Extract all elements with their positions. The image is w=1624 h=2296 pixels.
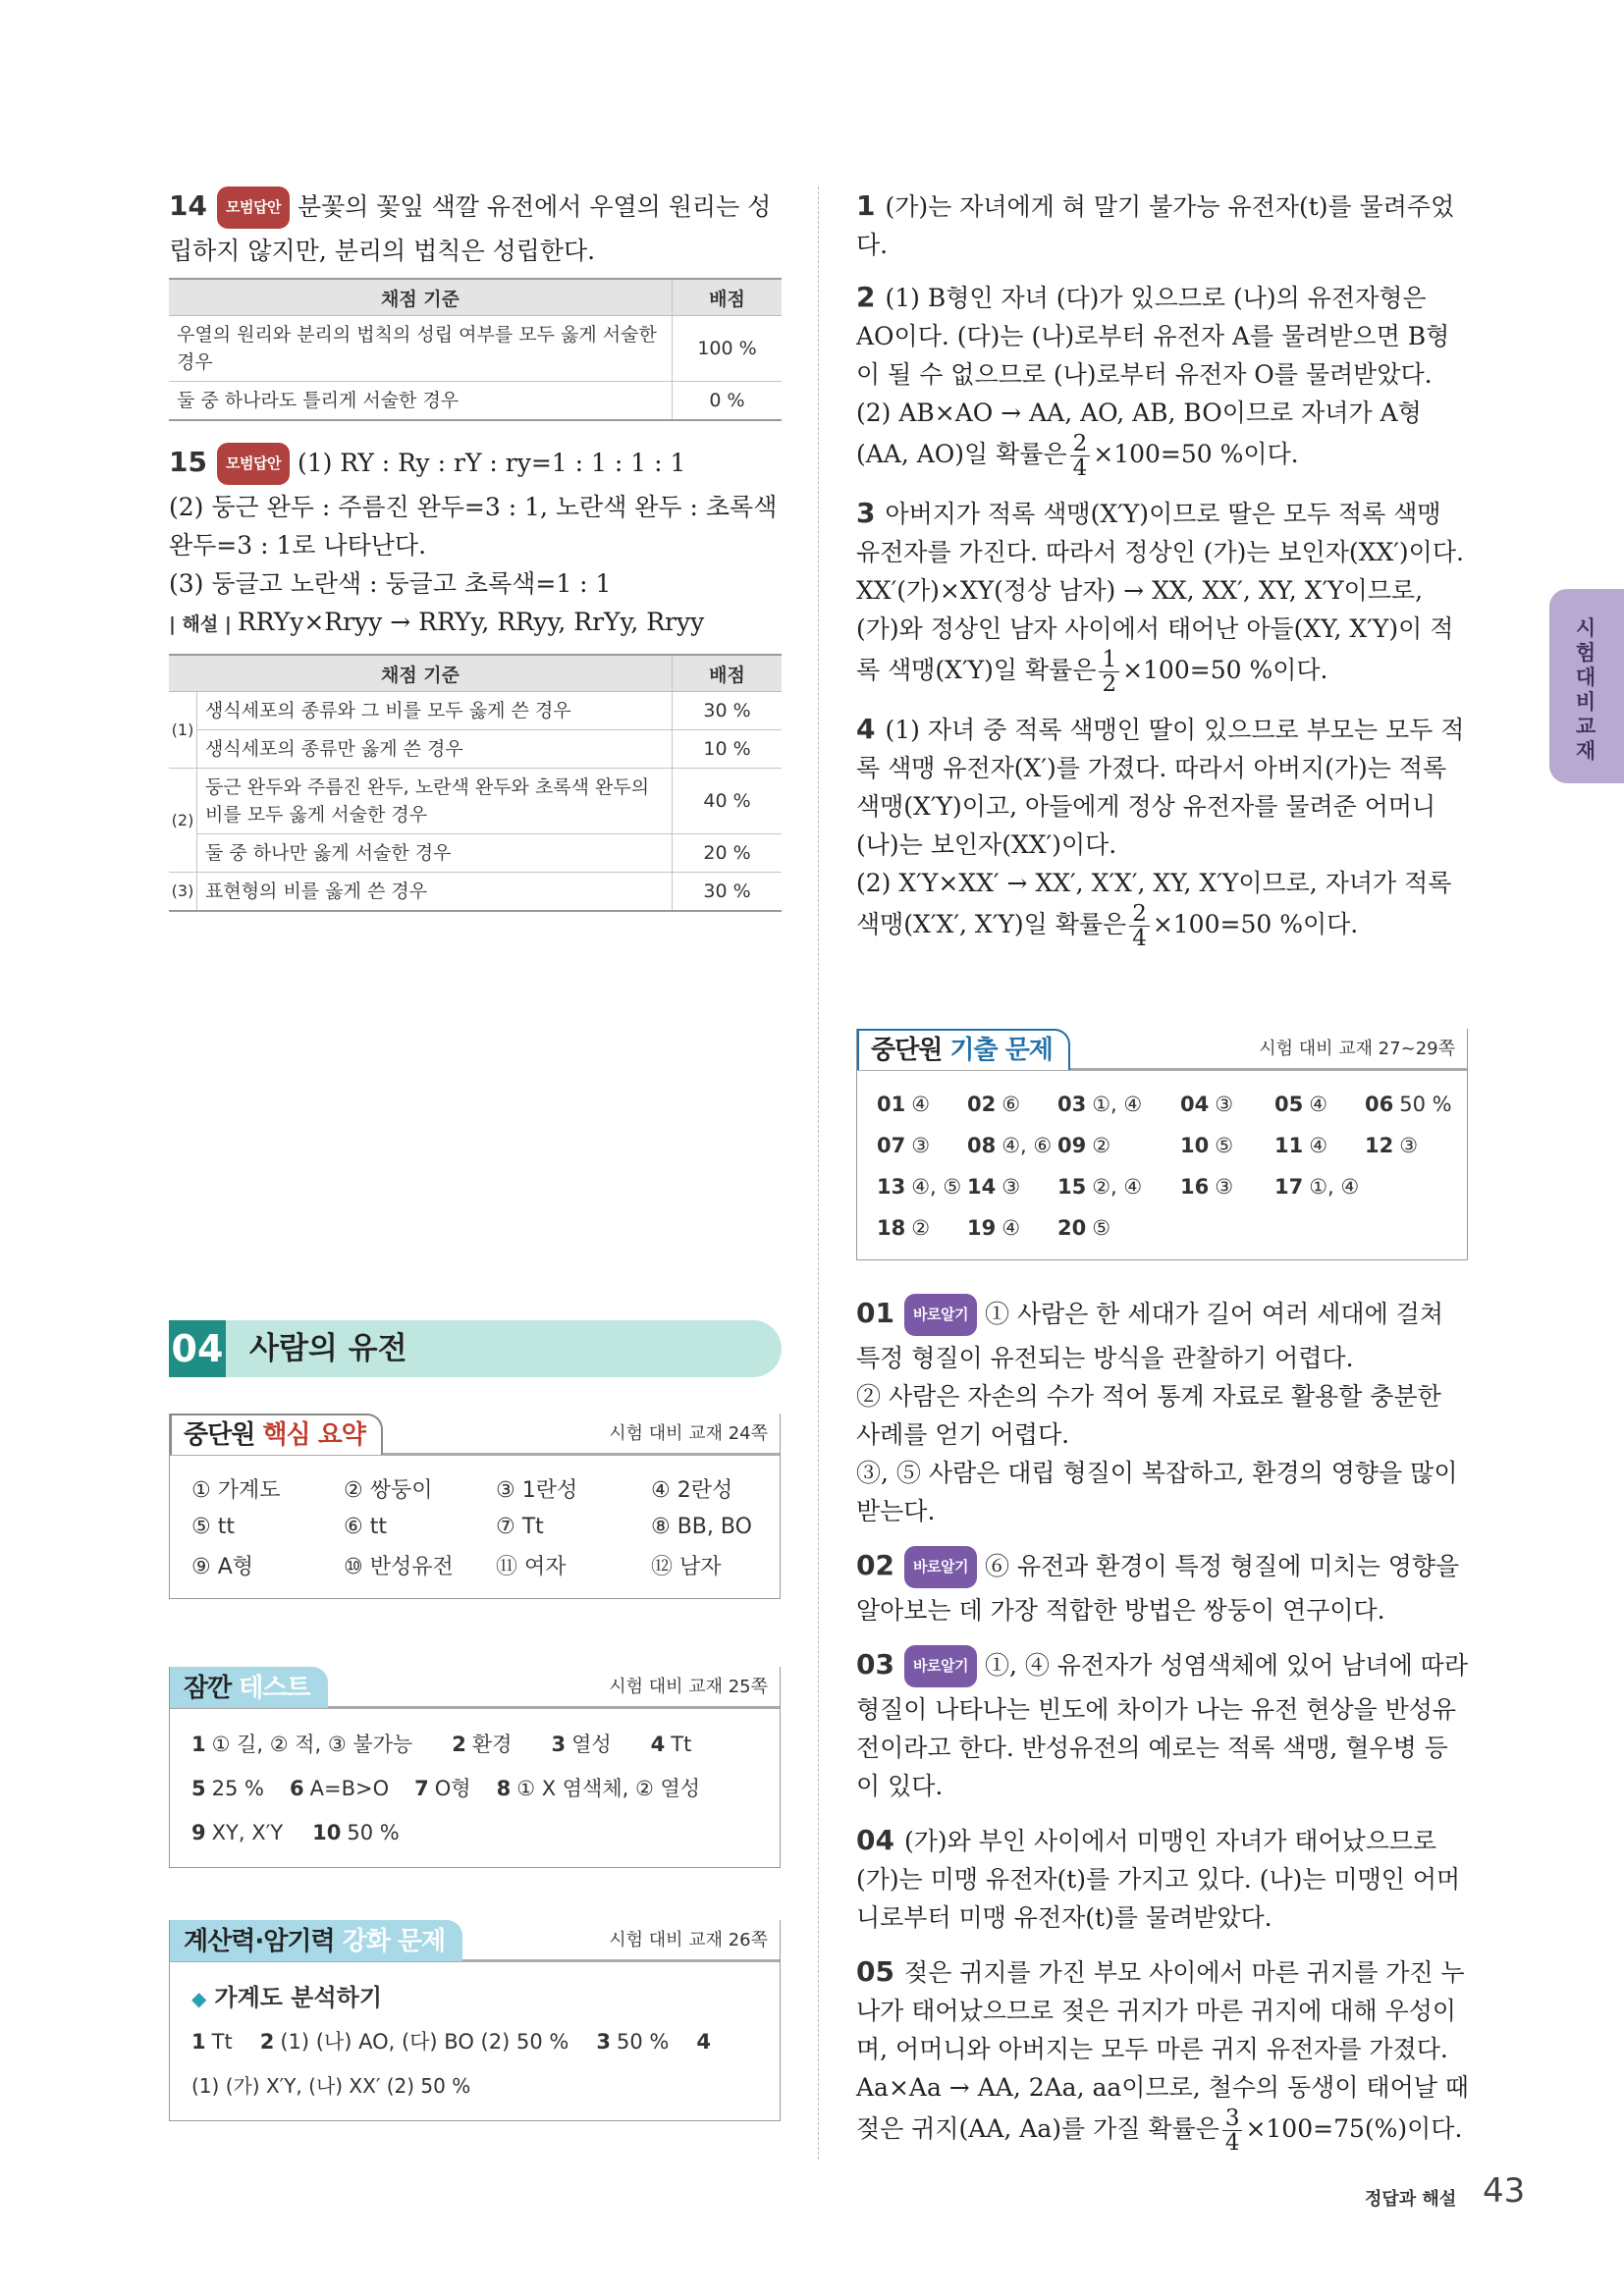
tab-highlight: 테스트 [239,1674,310,1703]
group-cell: (3) [169,873,197,912]
list-item: ⑥ tt [344,1515,387,1539]
explanation-text: RRYy×Rryy → RRYy, RRyy, RrYy, Rryy [237,608,705,636]
item-number: 7 [414,1777,429,1800]
item-answer: ② [911,1216,931,1240]
answer-text: (가)는 자녀에게 혀 말기 불가능 유전자(t)를 물려주었다. [856,192,1455,259]
side-tab[interactable] [1549,589,1624,783]
list-item [877,1093,967,1116]
table-row [169,873,782,912]
score-cell: 20 % [673,834,783,873]
list-item [1365,1093,1463,1116]
explanations [856,1294,1469,2155]
criteria-cell: 둥근 완두와 주름진 완두, 노란색 완두와 초록색 완두의 비를 모두 옳게 서술한 경우 [197,769,673,834]
item-answer: 50 % [347,1821,400,1844]
criteria-cell: 우열의 원리와 분리의 법칙의 성립 여부를 모두 옳게 서술한 경우 [169,316,673,382]
reference-text: 시험 대비 교재 24쪽 [609,1423,768,1444]
fraction-denominator: 4 [1224,2130,1240,2156]
score-cell: 30 % [673,692,783,730]
answer-15 [169,443,782,644]
item-number: 03 [1057,1093,1087,1116]
model-answer-badge: 모범답안 [217,443,290,485]
list-item [1365,1175,1463,1199]
explanation-text: ② 사람은 자손의 수가 적어 통계 자료로 활용할 충분한 사례를 얻기 어렵다. [856,1382,1441,1449]
table-row [169,769,782,834]
item-answer: ① X 염색체, ② 열성 [516,1777,701,1800]
item-number: 12 [1365,1134,1394,1157]
explanation-05 [856,1952,1469,2155]
item-number: 17 [1274,1175,1304,1199]
group-cell: (1) [169,692,197,769]
list-item: ⑫ 남자 [651,1555,722,1579]
tab-highlight: 강화 문제 [342,1927,446,1956]
fraction-denominator: 2 [1102,671,1117,697]
answer-text: (2) AB×AO → AA, AO, AB, BO이므로 자녀가 A형(AA, AO)일 확률은 [856,399,1422,468]
grading-table-14 [169,278,782,421]
list-item [1274,1093,1365,1116]
answer-14 [169,187,782,270]
list-item [1057,1175,1180,1199]
item-answer: 25 % [211,1777,264,1800]
side-tab-label: 시험대비교재 [1575,616,1597,763]
reference-text: 시험 대비 교재 27~29쪽 [1259,1039,1455,1059]
quick-test-box [169,1667,781,1868]
group-cell: (2) [169,769,197,873]
item-number: 05 [1274,1093,1304,1116]
item-answer: ④, ⑤ [911,1175,962,1199]
test-row [170,1767,780,1811]
question-number: 03 [856,1648,894,1681]
answer-text: ×100=50 %이다. [1122,656,1328,684]
footer-label: 정답과 해설 [1365,2189,1457,2210]
item-answer: 환경 [471,1733,513,1756]
item-number: 14 [967,1175,997,1199]
list-item [1180,1134,1274,1157]
answer-line: (3) 둥글고 노란색 : 둥글고 초록색=1 : 1 [169,569,612,598]
item-answer: ③ [1399,1134,1419,1157]
calc-row: (1) (가) X′Y, (나) XX′ (2) 50 % [191,2074,471,2098]
item-number: 6 [289,1777,304,1800]
list-item: ② 쌍둥이 [344,1478,433,1503]
question-number: 15 [169,446,207,478]
test-row [170,1723,780,1767]
item-answer: ③ [1001,1175,1021,1199]
subsection-title: ◆ 가계도 분석하기 [170,1978,780,2012]
explanation-02 [856,1546,1469,1629]
answer-line: (2) 둥근 완두 : 주름진 완두=3 : 1, 노란색 완두 : 초록색 완두=3 : 1로 나타난다. [169,493,778,560]
column-divider [818,187,819,2160]
item-number: 11 [1274,1134,1304,1157]
list-item [967,1175,1057,1199]
item-answer: ③ [1215,1093,1234,1116]
section-banner [169,1320,782,1377]
fraction [1070,432,1091,480]
item-number: 18 [877,1216,906,1240]
list-item [877,1216,967,1240]
score-cell: 0 % [673,382,783,421]
list-item: ③ 1란성 [496,1478,578,1503]
item-answer: (1) (나) AO, (다) BO (2) 50 % [280,2030,569,2054]
explanation-text: ③, ⑤ 사람은 대립 형질이 복잡하고, 환경의 영향을 많이 받는다. [856,1459,1458,1525]
criteria-cell: 생식세포의 종류와 그 비를 모두 옳게 쓴 경우 [197,692,673,730]
list-item [1057,1093,1180,1116]
fraction-denominator: 4 [1132,926,1147,951]
calc-box [169,1920,781,2121]
question-number: 05 [856,1955,894,1988]
item-number: 02 [967,1093,997,1116]
item-number: 09 [1057,1134,1087,1157]
score-cell: 10 % [673,730,783,769]
answer-4 [856,710,1469,950]
reference-text: 시험 대비 교재 25쪽 [609,1677,768,1697]
criteria-cell: 둘 중 하나라도 틀리게 서술한 경우 [169,382,673,421]
item-answer: ② [1092,1134,1111,1157]
section-title: 사람의 유전 [249,1331,407,1366]
table-row [169,834,782,873]
item-answer: ⑥ [1001,1093,1021,1116]
item-answer: ④ [911,1093,931,1116]
answer-2 [856,278,1469,480]
list-item: ⑨ A형 [191,1555,254,1579]
table-header-score: 배점 [673,655,783,692]
list-item: ① 가계도 [191,1478,281,1503]
item-number: 07 [877,1134,906,1157]
fraction [1222,2107,1243,2155]
item-answer: ⑤ [1092,1216,1111,1240]
item-number: 3 [596,2030,611,2054]
correction-badge: 바로알기 [904,1645,977,1687]
list-item: ⑩ 반성유전 [344,1555,454,1579]
table-header-criteria: 채점 기준 [169,655,673,692]
item-number: 19 [967,1216,997,1240]
item-answer: O형 [434,1777,471,1800]
explanation-text: ① 사람은 한 세대가 길어 여러 세대에 걸쳐 특정 형질이 유전되는 방식을 관찰하기 어렵다. [856,1300,1443,1372]
item-number: 10 [1180,1134,1210,1157]
grading-table-15 [169,654,782,912]
question-number: 02 [856,1549,894,1581]
score-cell: 30 % [673,873,783,912]
tab-text: 중단원 [184,1420,263,1450]
item-answer: 50 % [1399,1093,1452,1116]
explanation-04 [856,1821,1469,1937]
table-header-criteria: 채점 기준 [169,279,673,316]
question-number: 14 [169,189,207,222]
exam-answers-box [856,1029,1468,1260]
item-answer: A=B>O [309,1777,390,1800]
item-answer: ④ [1001,1216,1021,1240]
explanation-01 [856,1294,1469,1530]
explanation-text: 젖은 귀지를 가진 부모 사이에서 마른 귀지를 가진 누나가 태어났으므로 젖은 귀지가 마른 귀지에 대해 우성이며, 어머니와 아버지는 모두 마른 귀지 유전자를 가졌다. Aa×Aa → AA, 2Aa, aa이므로, 철수의 동생이 태어날 때 젖은 귀지(AA, Aa)를 가질 확률은 [856,1958,1469,2143]
item-number: 1 [191,1733,206,1756]
criteria-cell: 둘 중 하나만 옳게 서술한 경우 [197,834,673,873]
table-row [169,730,782,769]
item-answer: ③ [1215,1175,1234,1199]
item-answer: ③ [911,1134,931,1157]
fraction-numerator: 1 [1099,648,1119,672]
page-number: 43 [1483,2171,1526,2211]
list-item: ④ 2란성 [651,1478,733,1503]
criteria-cell: 생식세포의 종류만 옳게 쓴 경우 [197,730,673,769]
answer-text: ×100=50 %이다. [1152,910,1359,938]
item-number: 9 [191,1821,206,1844]
fraction-numerator: 2 [1129,902,1150,927]
item-answer: ②, ④ [1092,1175,1143,1199]
answer-text: (1) 자녀 중 적록 색맹인 딸이 있으므로 부모는 모두 적록 색맹 유전자(X′)를 가졌다. 따라서 아버지(가)는 적록 색맹(X′Y)이고, 아들에게 정상 유전자를 물려준 어머니(나)는 보인자(XX′)이다. [856,716,1465,859]
explanation-text: ①, ④ 유전자가 성염색체에 있어 남녀에 따라 형질이 나타나는 빈도에 차이가 나는 유전 현상을 반성유전이라고 한다. 반성유전의 예로는 적록 색맹, 혈우병 등이 있다. [856,1651,1468,1800]
answer-3 [856,494,1469,696]
table-header-score: 배점 [673,279,783,316]
item-number: 4 [650,1733,666,1756]
list-item: ⑧ BB, BO [651,1515,752,1539]
table-row [169,692,782,730]
question-number: 2 [856,281,876,313]
correction-badge: 바로알기 [904,1546,977,1588]
explanation-label: | 해설 | [169,614,232,635]
list-item [877,1134,967,1157]
tab-highlight: 기출 문제 [949,1036,1053,1065]
item-number: 4 [696,2030,711,2054]
tab-text: 중단원 [871,1036,950,1065]
answer-text: 분꽃의 꽃잎 색깔 유전에서 우열의 원리는 성립하지 않지만, 분리의 법칙은 성립한다. [169,192,772,265]
list-item [877,1175,967,1199]
list-item [967,1216,1057,1240]
tab-text: 잠깐 [184,1674,240,1703]
list-item [1180,1093,1274,1116]
list-item: ⑤ tt [191,1515,235,1539]
left-column [169,187,782,2098]
item-answer: ①, ④ [1092,1093,1143,1116]
summary-box [169,1414,781,1599]
question-number: 1 [856,189,876,222]
explanation-text: ×100=75(%)이다. [1245,2114,1463,2143]
correction-badge: 바로알기 [904,1294,977,1336]
list-item [967,1134,1057,1157]
list-item [1274,1175,1365,1199]
question-number: 01 [856,1297,894,1329]
section-number: 04 [169,1320,226,1377]
summary-tab [170,1414,383,1455]
item-number: 06 [1365,1093,1394,1116]
calc-row [170,2020,780,2064]
explanation-text: ⑥ 유전과 환경이 특정 형질에 미치는 영향을 알아보는 데 가장 적합한 방법은 쌍둥이 연구이다. [856,1552,1460,1625]
item-answer: 50 % [616,2030,670,2054]
tab-text: 계산력·암기력 [184,1927,343,1956]
list-item [1365,1134,1463,1157]
right-column [856,187,1469,2156]
item-answer: 열성 [571,1733,612,1756]
item-number: 8 [496,1777,512,1800]
calc-tab [170,1920,462,1961]
fraction-numerator: 3 [1222,2107,1243,2131]
item-number: 08 [967,1134,997,1157]
criteria-cell: 표현형의 비를 옳게 쓴 경우 [197,873,673,912]
list-item [1180,1175,1274,1199]
item-number: 2 [452,1733,466,1756]
item-number: 1 [191,2030,206,2054]
score-cell: 40 % [673,769,783,834]
answer-text: 아버지가 적록 색맹(X′Y)이므로 딸은 모두 적록 색맹 유전자를 가진다. 따라서 정상인 (가)는 보인자(XX′)이다. XX′(가)×XY(정상 남자) → XX, XX′, XY, X′Y이므로, (가)와 정상인 남자 사이에서 태어난 아들(XY, X′Y)이 적록 색맹(X′Y)일 확률은 [856,500,1464,684]
tab-highlight: 핵심 요약 [262,1420,365,1450]
question-number: 4 [856,713,876,745]
item-number: 3 [551,1733,567,1756]
item-answer: ⑤ [1215,1134,1234,1157]
exam-tab [857,1029,1070,1070]
item-number: 5 [191,1777,206,1800]
question-number: 3 [856,497,876,529]
fraction [1129,902,1150,950]
item-answer: ④ [1309,1093,1328,1116]
item-number: 13 [877,1175,906,1199]
quick-test-tab [170,1667,328,1708]
question-number: 04 [856,1824,894,1856]
answer-text: (2) X′Y×XX′ → XX′, X′X′, XY, X′Y이므로, 자녀가 적록 색맹(X′X′, X′Y)일 확률은 [856,869,1452,938]
list-item: ⑪ 여자 [496,1555,567,1579]
table-row [169,316,782,382]
reference-text: 시험 대비 교재 26쪽 [609,1930,768,1950]
explanation-text: (가)와 부인 사이에서 미맹인 자녀가 태어났으므로 (가)는 미맹 유전자(t)를 가지고 있다. (나)는 미맹인 어머니로부터 미맹 유전자(t)를 물려받았다. [856,1827,1461,1932]
item-answer: ①, ④ [1309,1175,1360,1199]
explanation-03 [856,1645,1469,1805]
item-number: 2 [259,2030,275,2054]
fraction [1099,648,1119,696]
model-answer-badge: 모범답안 [217,187,290,229]
table-row [169,382,782,421]
list-item [1057,1216,1180,1240]
list-item: ⑦ Tt [496,1515,544,1539]
item-answer: Tt [671,1733,692,1756]
item-number: 10 [312,1821,342,1844]
item-number: 15 [1057,1175,1087,1199]
item-answer: Tt [211,2030,233,2054]
answer-text: (1) B형인 자녀 (다)가 있으므로 (나)의 유전자형은 AO이다. (다)는 (나)로부터 유전자 A를 물려받으면 B형이 될 수 없으므로 (나)로부터 유전자 O를 물려받았다. [856,284,1450,389]
answer-text: ×100=50 %이다. [1093,440,1299,468]
item-number: 16 [1180,1175,1210,1199]
item-answer: ① 길, ② 적, ③ 불가능 [211,1733,413,1756]
test-row [170,1811,780,1855]
fraction-denominator: 4 [1072,455,1088,481]
answer-1 [856,187,1469,264]
fraction-numerator: 2 [1070,432,1091,456]
score-cell: 100 % [673,316,783,382]
item-answer: ④, ⑥ [1001,1134,1053,1157]
list-item [1057,1134,1180,1157]
item-number: 04 [1180,1093,1210,1116]
list-item [1274,1134,1365,1157]
list-item [967,1093,1057,1116]
item-number: 20 [1057,1216,1087,1240]
summary-items [170,1456,780,1598]
item-number: 01 [877,1093,906,1116]
answer-line: (1) RY : Ry : rY : ry=1 : 1 : 1 : 1 [297,449,686,477]
item-answer: ④ [1309,1134,1328,1157]
answer-grid [857,1071,1467,1259]
item-answer: XY, X′Y [211,1821,284,1844]
